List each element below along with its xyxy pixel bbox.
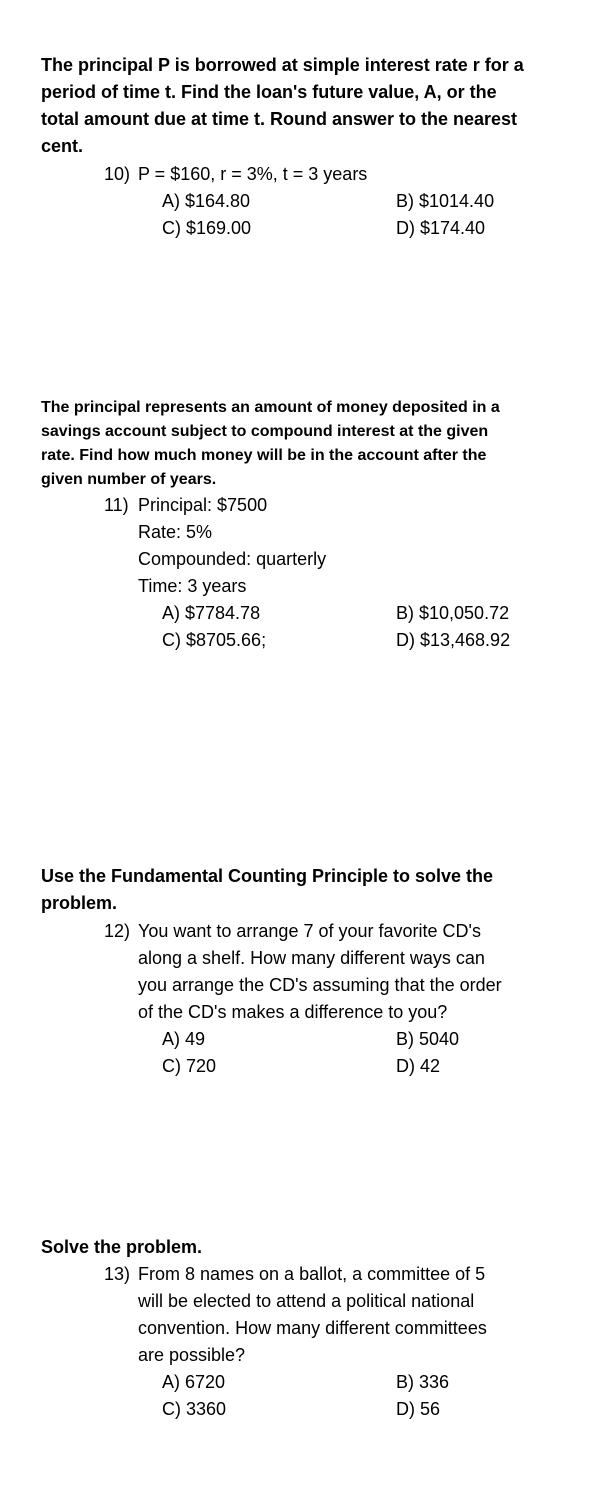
question-text: From 8 names on a ballot, a committee of 5	[138, 1264, 486, 1284]
answer-options	[162, 600, 582, 654]
option-c[interactable]: C) 720	[162, 1056, 217, 1076]
question-number: 13)	[104, 1264, 131, 1284]
option-c[interactable]: C) 3360	[162, 1399, 227, 1419]
instruction-line: Solve the problem.	[41, 1237, 203, 1257]
instruction-line: total amount due at time t. Round answer to the nearest	[41, 109, 518, 129]
question-13	[104, 1261, 584, 1423]
option-a[interactable]: A) $7784.78	[162, 603, 261, 623]
question-11	[104, 492, 584, 654]
instruction-line: Use the Fundamental Counting Principle to solve the	[41, 866, 494, 886]
question-text: Rate: 5%	[138, 522, 213, 542]
instruction-line: The principal represents an amount of money deposited in a	[41, 399, 500, 416]
option-a[interactable]: A) 49	[162, 1029, 206, 1049]
question-text: will be elected to attend a political national	[138, 1291, 475, 1311]
instruction-line: rate. Find how much money will be in the account after the	[41, 447, 487, 464]
question-number: 11)	[104, 495, 129, 515]
option-a[interactable]: A) 6720	[162, 1372, 226, 1392]
answer-options	[162, 1026, 582, 1080]
option-b[interactable]: B) 5040	[396, 1029, 460, 1049]
instruction-solve	[41, 1234, 593, 1261]
question-text: convention. How many different committees	[138, 1318, 487, 1338]
question-12	[104, 918, 584, 1080]
answer-options	[162, 188, 582, 242]
instruction-counting-principle	[41, 863, 593, 917]
instruction-line: period of time t. Find the loan's future value, A, or the	[41, 82, 497, 102]
question-text: of the CD's makes a difference to you?	[138, 1002, 448, 1022]
answer-options	[162, 1369, 582, 1423]
question-number: 10)	[104, 164, 131, 184]
instruction-compound-interest	[41, 396, 593, 492]
question-text: Compounded: quarterly	[138, 549, 327, 569]
question-number: 12)	[104, 921, 131, 941]
instruction-line: cent.	[41, 136, 84, 156]
option-c[interactable]: C) $169.00	[162, 218, 252, 238]
instruction-line: The principal P is borrowed at simple interest rate r for a	[41, 55, 524, 75]
option-d[interactable]: D) $13,468.92	[396, 630, 511, 650]
question-10	[104, 161, 584, 242]
question-text: Time: 3 years	[138, 576, 247, 596]
instruction-line: given number of years.	[41, 471, 217, 488]
option-c[interactable]: C) $8705.66;	[162, 630, 267, 650]
instruction-line: problem.	[41, 893, 118, 913]
option-b[interactable]: B) 336	[396, 1372, 450, 1392]
question-text: You want to arrange 7 of your favorite CD's	[138, 921, 481, 941]
question-text: Principal: $7500	[138, 495, 268, 515]
question-text: you arrange the CD's assuming that the order	[138, 975, 502, 995]
option-d[interactable]: D) 42	[396, 1056, 441, 1076]
instruction-line: savings account subject to compound interest at the given	[41, 423, 489, 440]
instruction-simple-interest	[41, 52, 593, 160]
option-d[interactable]: D) 56	[396, 1399, 441, 1419]
option-b[interactable]: B) $1014.40	[396, 191, 495, 211]
question-text: P = $160, r = 3%, t = 3 years	[138, 164, 368, 184]
option-a[interactable]: A) $164.80	[162, 191, 251, 211]
option-b[interactable]: B) $10,050.72	[396, 603, 510, 623]
option-d[interactable]: D) $174.40	[396, 218, 486, 238]
question-text: along a shelf. How many different ways can	[138, 948, 485, 968]
question-text: are possible?	[138, 1345, 246, 1365]
